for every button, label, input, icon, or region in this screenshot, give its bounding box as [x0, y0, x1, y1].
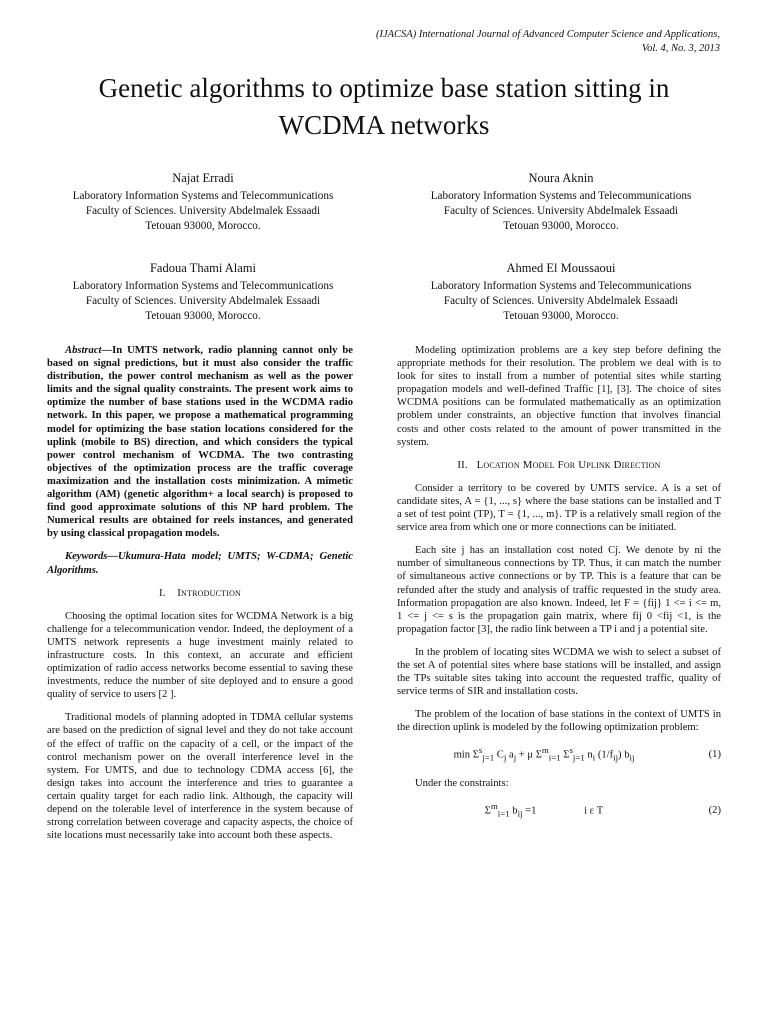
equation-2	[397, 800, 721, 821]
section-title: Introduction	[177, 586, 242, 599]
author-name: Najat Erradi	[172, 171, 234, 185]
equation-expression: $\Sigma^m_{i=1}$ $b_{ij} =1$ i ε T	[484, 801, 604, 819]
title-line-1: Genetic algorithms to optimize base station sitting in	[98, 73, 670, 103]
section-number: II.	[457, 458, 468, 471]
section-heading-location-model	[397, 459, 721, 472]
author-affiliation-faculty: Faculty of Sciences. University Abdelmalek Essaadi	[443, 205, 679, 217]
author-name: Noura Aknin	[528, 171, 594, 185]
journal-line-1: (IJACSA) International Journal of Advanced Computer Science and Applications,	[375, 29, 720, 40]
equation-expression: $\min \Sigma^s_{j=1}$ $C_j$ $a_j + \mu$ $\Sigma^m_{i=1}$ $\Sigma^s_{j=1}$ $n_i$ $(1/f_{ij})$ $b_{ij}$	[453, 745, 635, 764]
author-affiliation-lab: Laboratory Information Systems and Telecommunications	[72, 190, 334, 202]
author-affiliation-faculty: Faculty of Sciences. University Abdelmalek Essaadi	[85, 295, 321, 307]
left-column	[47, 344, 353, 852]
journal-line-2: Vol. 4, No. 3, 2013	[641, 43, 720, 54]
paragraph: Traditional models of planning adopted in TDMA cellular systems are based on the prediction of signal level and they do not take account of the effect of traffic on the capacity of a cell, or the impact of the control mechanism power on the overall interference level in the system. For UMTS, and due to technology CDMA access [6], the design takes into account the interference and tries to guarantee a certain quality target for each radio link. Although, the capacity will depend on the tolerable level of interference in the system because of strong correlation between coverage and capacity aspects, the choice of site locations must necessarily take into account both these aspects.	[47, 712, 353, 842]
paragraph: In the problem of locating sites WCDMA we wish to select a subset of the set A of potential sites where base stations will be installed, and assign the TPs suitable sites taking into account the requested traffic, quality of service terms of SIR and installation costs.	[397, 646, 721, 698]
abstract	[47, 344, 353, 540]
author-affiliation-faculty: Faculty of Sciences. University Abdelmalek Essaadi	[443, 295, 679, 307]
author-affiliation-lab: Laboratory Information Systems and Telecommunications	[430, 190, 692, 202]
author-block	[396, 261, 726, 324]
paragraph: The problem of the location of base stations in the context of UMTS in the direction uplink is modeled by the following optimization problem:	[397, 709, 721, 734]
title-line-2: WCDMA networks	[278, 110, 490, 140]
author-block	[38, 171, 368, 234]
section-number: I.	[158, 586, 166, 599]
author-block	[396, 171, 726, 234]
author-affiliation-city: Tetouan 93000, Morocco.	[145, 310, 261, 322]
author-name: Fadoua Thami Alami	[149, 261, 256, 275]
constraints-label: Under the constraints:	[415, 778, 509, 790]
keywords: Keywords—Ukumura-Hata model; UMTS; W-CDMA; Genetic Algorithms.	[47, 551, 353, 576]
paragraph: Consider a territory to be covered by UMTS service. A is a set of candidate sites, A = {1, ..., s} where the base stations can be installed and T a set of test point (TP), T = {1, ..., m}. TP is a relatively small region of the service area from which one or more connections can be initiated.	[397, 482, 721, 534]
paragraph: Modeling optimization problems are a key step before defining the appropriate methods for their resolution. The problem we deal with is to look for sites to install from a number of potential sites while starting propagation models and well-defined Traffic [1], [3]. The choice of sites WCDMA positions can be formulated mathematically as an optimization problem under constraints, an objective function that involves financial costs and other costs related to the amount of power transmitted in the system.	[397, 345, 721, 448]
author-name: Ahmed El Moussaoui	[506, 261, 616, 275]
author-affiliation-city: Tetouan 93000, Morocco.	[503, 220, 619, 232]
paragraph: Choosing the optimal location sites for WCDMA Network is a big challenge for a telecommunication vendor. Indeed, the deployment of a UMTS network represents a huge investment mainly related to infrastructure costs. In this context, an accurate and efficient optimization of radio access networks become essential to saving these investments, reduce the number of site deployed and to ensure a good quality of service to users [2 ].	[47, 610, 353, 701]
journal-header	[376, 28, 720, 56]
section-heading-introduction	[47, 587, 353, 600]
equation-1	[397, 744, 721, 765]
author-affiliation-lab: Laboratory Information Systems and Telecommunications	[72, 280, 334, 292]
equation-number: (1)	[708, 749, 721, 761]
right-column	[397, 344, 721, 833]
section-title: Location Model For Uplink Direction	[476, 458, 661, 471]
paper-title	[40, 70, 728, 144]
paragraph: Each site j has an installation cost noted Cj. We denote by ni the number of simultaneous connections by TP. Thus, it can match the number of simultaneous active connections or by TP. This is a feature that can be refunded after the study and analysis of traffic requested in the study area. Information propagation are also known. Indeed, let F = {fij} 1 <= i <= m, 1 <= j <= s is the propagation gain matrix, where fij 0 <fij <1, is the propagation factor [3], the radio link between a TP i and j a potential site.	[397, 545, 721, 635]
abstract-label: Abstract	[65, 345, 102, 356]
author-affiliation-city: Tetouan 93000, Morocco.	[503, 310, 619, 322]
author-affiliation-faculty: Faculty of Sciences. University Abdelmalek Essaadi	[85, 205, 321, 217]
author-affiliation-city: Tetouan 93000, Morocco.	[145, 220, 261, 232]
author-block	[38, 261, 368, 324]
equation-number: (2)	[708, 805, 721, 817]
author-affiliation-lab: Laboratory Information Systems and Telecommunications	[430, 280, 692, 292]
abstract-text: —In UMTS network, radio planning cannot only be based on signal predictions, but it must also consider the traffic distribution, the power control mechanism as well as the power limits and the signal quality constraints. The present work aims to optimize the number of base stations used in the WCDMA radio network. In this paper, we propose a mathematical programming model for optimizing the base station locations considered for the uplink (mobile to BS) direction, and which considers the typical power control mechanism of WCDMA. The two contrasting objectives of the optimization process are the traffic coverage maximization and the installation costs minimization. A mimetic algorithm (AM) (genetic algorithm+ a local search) is proposed to find good approximate solutions of this NP hard problem. The Numerical results are obtained for reels instances, and generated by using classical propagation models.	[47, 345, 353, 540]
